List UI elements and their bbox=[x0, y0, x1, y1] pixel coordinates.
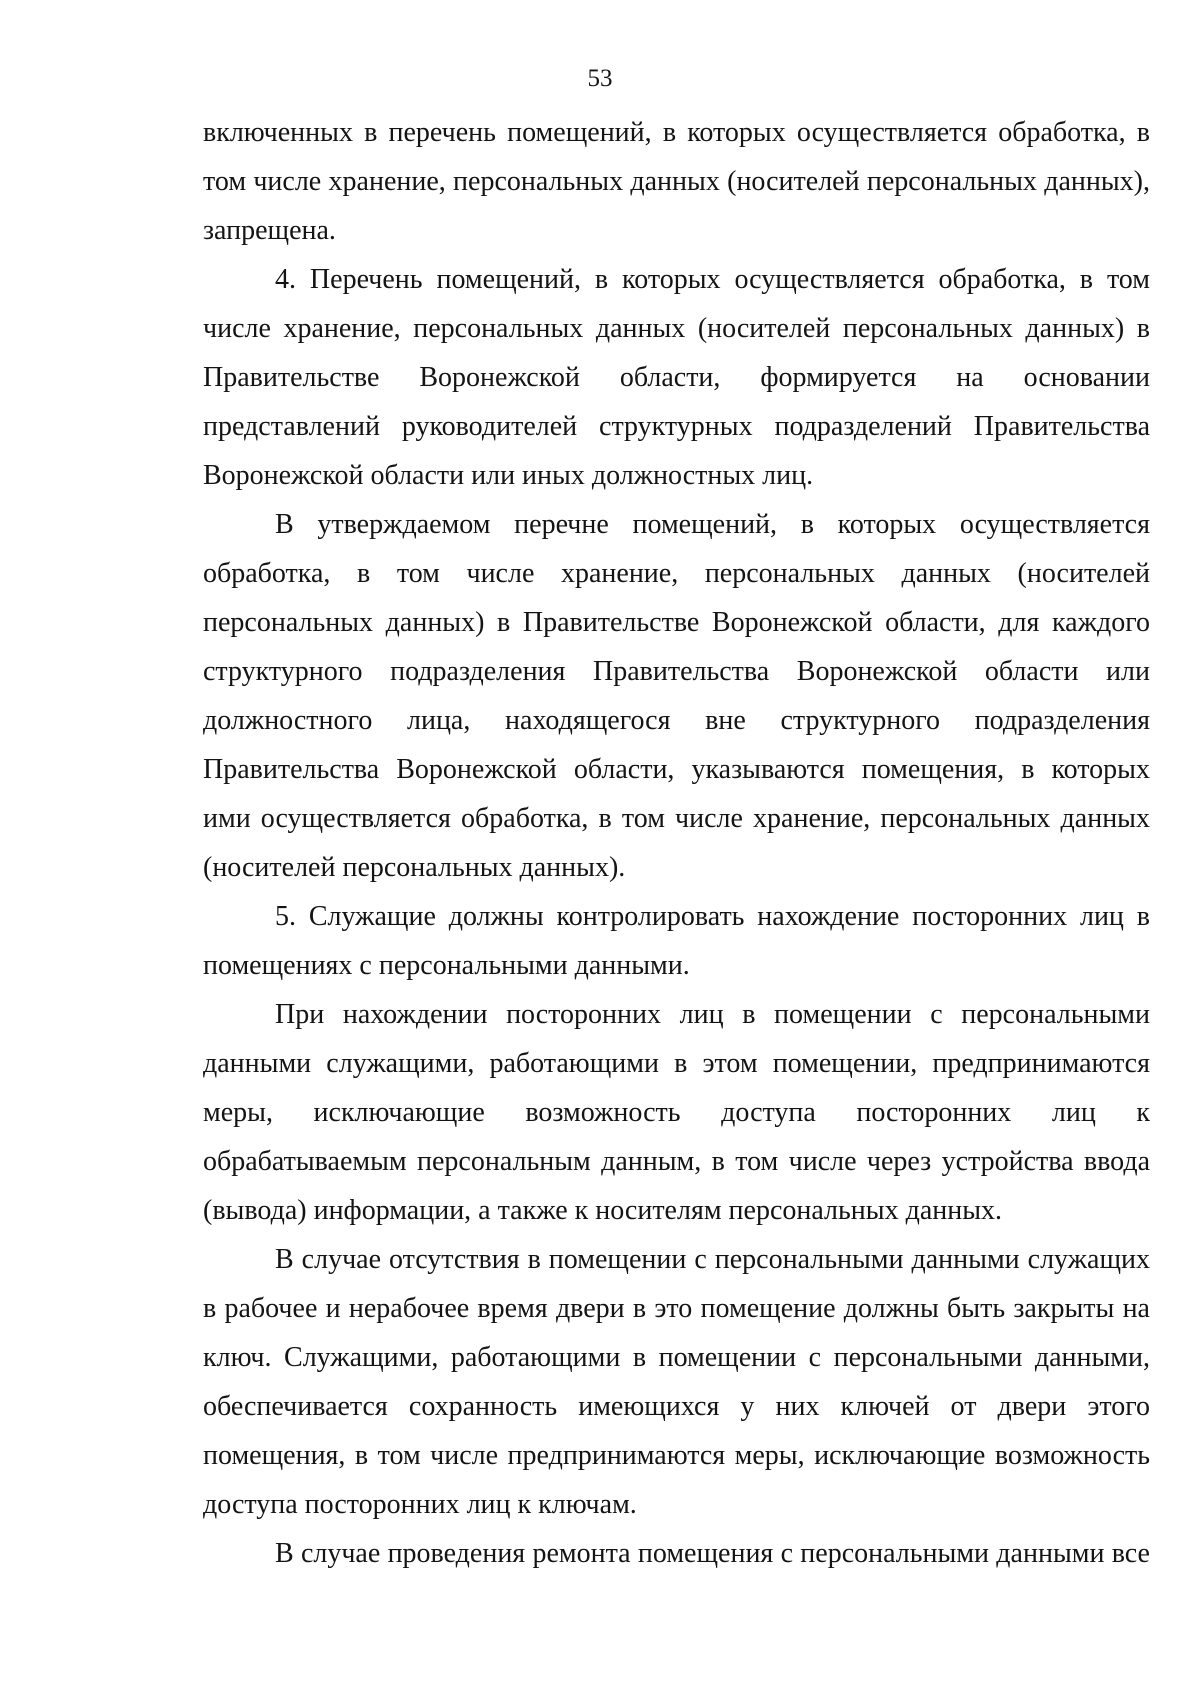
text-line: должностного лица, находящегося вне структурного подразделения bbox=[203, 705, 1150, 736]
text-line: том числе хранение, персональных данных (носителей персональных данных), bbox=[203, 166, 1150, 197]
paragraph bbox=[203, 108, 1150, 255]
paragraph bbox=[203, 1529, 1150, 1578]
text-line: 4. Перечень помещений, в которых осуществляется обработка, в том bbox=[275, 264, 1150, 295]
text-line: включенных в перечень помещений, в которых осуществляется обработка, в bbox=[203, 117, 1150, 148]
text-line: Воронежской области или иных должностных лиц. bbox=[203, 460, 814, 491]
text-line: меры, исключающие возможность доступа посторонних лиц к bbox=[203, 1097, 1150, 1128]
text-line: В случае проведения ремонта помещения с персональными данными все bbox=[275, 1538, 1150, 1569]
text-line: ими осуществляется обработка, в том числе хранение, персональных данных bbox=[203, 803, 1150, 834]
paragraph bbox=[203, 990, 1150, 1235]
text-line: Правительстве Воронежской области, формируется на основании bbox=[203, 362, 1150, 393]
text-line: Правительства Воронежской области, указываются помещения, в которых bbox=[203, 754, 1150, 785]
text-line: В утверждаемом перечне помещений, в которых осуществляется bbox=[275, 509, 1150, 540]
text-line: доступа посторонних лиц к ключам. bbox=[203, 1489, 637, 1520]
text-line: В случае отсутствия в помещении с персональными данными служащих bbox=[275, 1244, 1150, 1275]
paragraph bbox=[203, 255, 1150, 500]
text-line: данными служащими, работающими в этом помещении, предпринимаются bbox=[203, 1048, 1150, 1079]
text-line: 5. Служащие должны контролировать нахождение посторонних лиц в bbox=[275, 901, 1150, 932]
text-line: числе хранение, персональных данных (носителей персональных данных) в bbox=[203, 313, 1150, 344]
paragraph bbox=[203, 892, 1150, 990]
text-line: персональных данных) в Правительстве Воронежской области, для каждого bbox=[203, 607, 1150, 638]
text-line: (вывода) информации, а также к носителям персональных данных. bbox=[203, 1195, 1003, 1226]
text-line: в рабочее и нерабочее время двери в это помещение должны быть закрыты на bbox=[203, 1293, 1150, 1324]
text-line: ключ. Служащими, работающими в помещении с персональными данными, bbox=[203, 1342, 1150, 1373]
text-line: При нахождении посторонних лиц в помещении с персональными bbox=[275, 999, 1150, 1030]
text-line: обрабатываемым персональным данным, в том числе через устройства ввода bbox=[203, 1146, 1150, 1177]
document-body bbox=[203, 108, 1150, 1578]
text-line: обработка, в том числе хранение, персональных данных (носителей bbox=[203, 558, 1150, 589]
paragraph bbox=[203, 1235, 1150, 1529]
text-line: (носителей персональных данных). bbox=[203, 852, 626, 883]
text-line: обеспечивается сохранность имеющихся у них ключей от двери этого bbox=[203, 1391, 1150, 1422]
text-line: запрещена. bbox=[203, 215, 336, 246]
text-line: помещениях с персональными данными. bbox=[203, 950, 690, 981]
page-number: 53 bbox=[587, 65, 613, 92]
text-line: представлений руководителей структурных подразделений Правительства bbox=[203, 411, 1150, 442]
paragraph bbox=[203, 500, 1150, 892]
text-line: помещения, в том числе предпринимаются меры, исключающие возможность bbox=[203, 1440, 1150, 1471]
text-line: структурного подразделения Правительства Воронежской области или bbox=[203, 656, 1150, 687]
